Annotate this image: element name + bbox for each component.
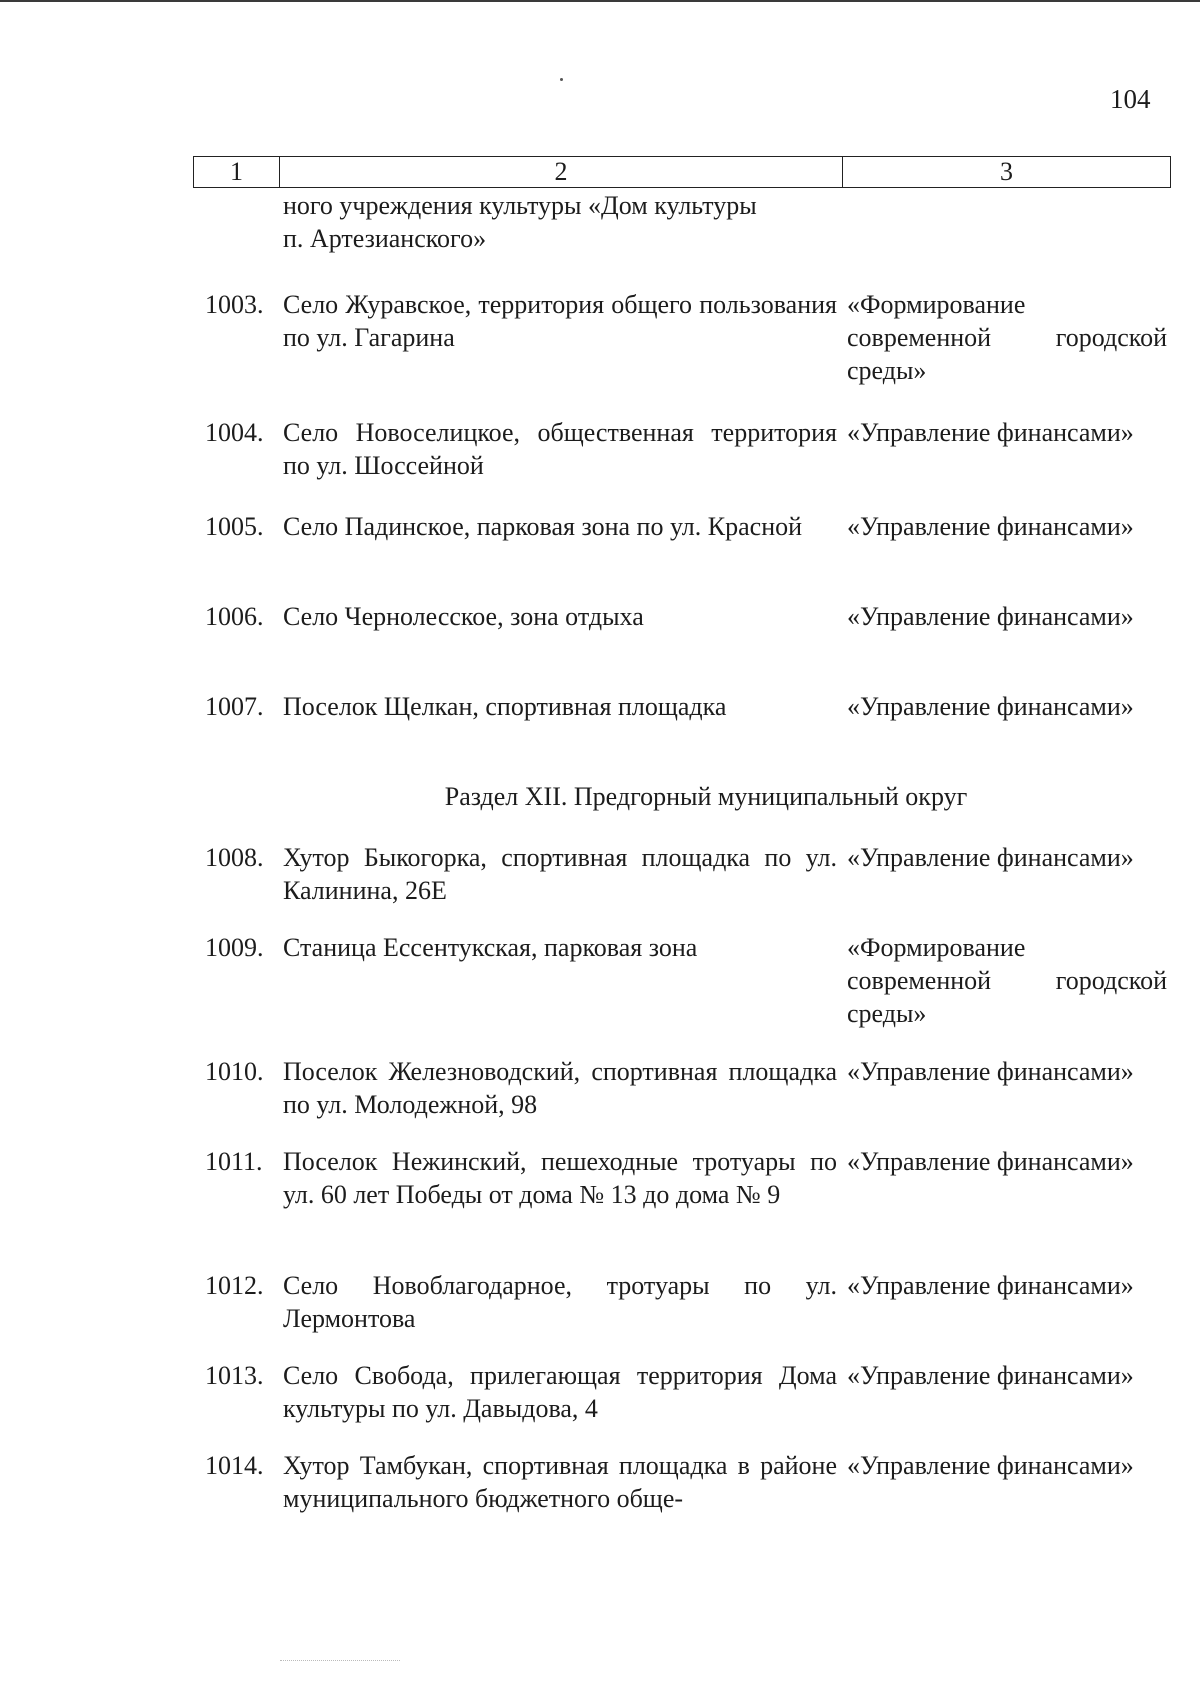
- row-description: Село Новоблагодарное, тротуары по ул. Лермонтова: [283, 1271, 837, 1333]
- continuation-row: [205, 189, 1167, 255]
- table-row: [205, 931, 1167, 1031]
- row-description: Станица Ессентукская, парковая зона: [283, 933, 698, 962]
- row-program: «Управление финансами»: [847, 843, 1134, 872]
- table-row: [205, 1269, 1167, 1335]
- row-program: «Формирование современной городской среды»: [847, 933, 1167, 1028]
- row-number: 1012.: [205, 1271, 264, 1300]
- row-program: «Управление финансами»: [847, 1057, 1134, 1086]
- table-row: [205, 600, 1167, 666]
- row-description: Хутор Тамбукан, спортивная площадка в районе муниципального бюджетного обще-: [283, 1451, 837, 1513]
- row-program: «Управление финансами»: [847, 1361, 1134, 1390]
- header-col-3: 3: [1000, 157, 1013, 186]
- header-col-1: 1: [194, 157, 280, 187]
- row-number: 1004.: [205, 418, 264, 447]
- row-description: Поселок Нежинский, пешеходные тротуары по ул. 60 лет Победы от дома № 13 до дома № 9: [283, 1147, 837, 1209]
- row-number: 1008.: [205, 843, 264, 872]
- table-row: [205, 1145, 1167, 1245]
- row-description: Село Падинское, парковая зона по ул. Красной: [283, 512, 803, 541]
- table-row: [205, 1449, 1167, 1515]
- row-program: «Управление финансами»: [847, 1147, 1134, 1176]
- table-row: [205, 841, 1167, 907]
- scan-smudge: [280, 1660, 400, 1663]
- row-program: «Управление финансами»: [847, 1451, 1134, 1480]
- row-number: 1014.: [205, 1451, 264, 1480]
- row-number: 1010.: [205, 1057, 264, 1086]
- table-row: [205, 288, 1167, 388]
- row-description: Село Журавское, территория общего пользования по ул. Гагарина: [283, 290, 837, 352]
- table-row: [205, 416, 1167, 482]
- row-number: 1007.: [205, 692, 264, 721]
- row-program: «Управление финансами»: [847, 602, 1134, 631]
- table-row: [205, 1359, 1167, 1425]
- header-col-2: 2: [280, 157, 843, 187]
- row-number: 1013.: [205, 1361, 264, 1390]
- row-description: Село Чернолесское, зона отдыха: [283, 602, 644, 631]
- row-number: 1006.: [205, 602, 264, 631]
- scan-speck: [560, 78, 563, 81]
- row-number: 1003.: [205, 290, 264, 319]
- row-number: 1011.: [205, 1147, 263, 1176]
- row-description: Село Новоселицкое, общественная территория по ул. Шоссейной: [283, 418, 837, 480]
- table-header-row: [193, 156, 1171, 188]
- row-description: Хутор Быкогорка, спортивная площадка по ул. Калинина, 26Е: [283, 843, 837, 905]
- rows-group-1: [205, 288, 1167, 756]
- row-number: 1005.: [205, 512, 264, 541]
- rows-group-2: [205, 841, 1167, 1515]
- table-body: [205, 189, 1167, 1515]
- row-number: 1009.: [205, 933, 264, 962]
- row-description: Село Свобода, прилегающая территория Дома культуры по ул. Давыдова, 4: [283, 1361, 837, 1423]
- row-program: «Формирование современной городской среды»: [847, 290, 1167, 385]
- page-number: 104: [1110, 84, 1151, 114]
- section-title: Раздел XII. Предгорный муниципальный округ: [444, 782, 968, 811]
- row-program: «Управление финансами»: [847, 512, 1134, 541]
- row-description: Поселок Щелкан, спортивная площадка: [283, 692, 727, 721]
- table-row: [205, 1055, 1167, 1121]
- continuation-line: п. Артезианского»: [283, 224, 487, 253]
- table-row: [205, 690, 1167, 756]
- table-row: [205, 510, 1167, 576]
- row-program: «Управление финансами»: [847, 1271, 1134, 1300]
- row-program: «Управление финансами»: [847, 418, 1134, 447]
- row-program: «Управление финансами»: [847, 692, 1134, 721]
- continuation-line: ного учреждения культуры «Дом культуры: [283, 191, 757, 220]
- row-description: Поселок Железноводский, спортивная площадка по ул. Молодежной, 98: [283, 1057, 837, 1119]
- top-border-line: [0, 0, 1200, 2]
